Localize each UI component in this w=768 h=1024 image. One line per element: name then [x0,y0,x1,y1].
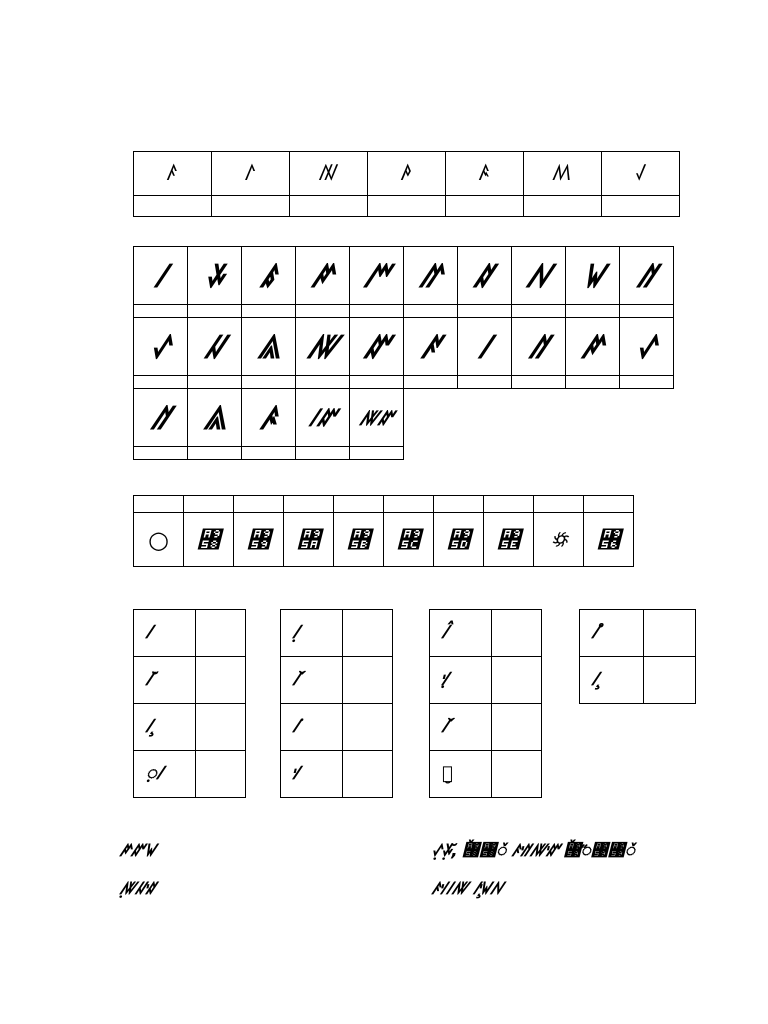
consonant-answer-cell[interactable] [512,305,566,318]
consonant-answer-cell[interactable] [566,376,620,389]
vowel-glyph-row [134,152,680,196]
consonant-cell: ꤽ [458,247,512,305]
diacritic-answer-cell[interactable] [196,751,246,798]
diacritic-cell: ꤷ̧ [580,657,644,704]
diacritic-table-3 [429,609,542,798]
vowel-table [133,151,680,217]
diacritic-table-4 [579,609,696,704]
consonant-cell: ꤷ [458,318,512,376]
consonant-cell: ꤾ [512,247,566,305]
consonant-answer-cell[interactable] [350,447,404,460]
vowel-answer-cell[interactable] [290,196,368,217]
digit-answer-cell[interactable] [284,496,334,513]
vowel-answer-cell[interactable] [446,196,524,217]
consonant-cell: ꥃ [242,318,296,376]
diacritic-answer-cell[interactable] [644,657,696,704]
diacritic-answer-cell[interactable] [644,610,696,657]
empty-cell [566,447,620,460]
digit-cell: ꥟ [534,513,584,567]
consonant-cell: ꥄ [296,318,350,376]
diacritic-cell: ꤷ̆ [134,657,196,704]
consonant-cell: ꥀ [134,389,188,447]
digit-answer-cell[interactable] [434,496,484,513]
consonant-cell: ꥄꥅ [350,389,404,447]
consonant-answer-cell[interactable] [242,447,296,460]
consonant-table [133,246,674,460]
digit-cell: ꥝ [434,513,484,567]
diacritic-answer-cell[interactable] [492,704,542,751]
empty-cell [404,389,458,447]
consonant-cell: ꤻ [350,247,404,305]
diacritic-answer-cell[interactable] [343,657,393,704]
diacritic-cell: ꤷ [134,610,196,657]
consonant-cell: ꤹ [242,247,296,305]
consonant-cell: ꤺ [296,247,350,305]
digit-table [133,495,634,567]
diacritic-cell: ꤷꥋ [430,657,492,704]
consonant-answer-cell[interactable] [188,376,242,389]
vowel-cell: ꤱ [212,152,290,196]
consonant-cell: ꤿ [566,247,620,305]
diacritic-answer-cell[interactable] [343,704,393,751]
diacritic-answer-cell[interactable] [196,610,246,657]
consonant-answer-cell[interactable] [296,376,350,389]
consonant-cell: ꤸ [188,247,242,305]
diacritic-answer-cell[interactable] [492,610,542,657]
diacritic-cell: ꤷ̧ [134,704,196,751]
consonant-cell: ꥀ [620,247,674,305]
diacritic-answer-cell[interactable] [343,751,393,798]
consonant-answer-cell[interactable] [350,376,404,389]
diacritic-answer-cell[interactable] [196,704,246,751]
vowel-cell: ꤳ [368,152,446,196]
diacritic-cell: ꤷꥈ [281,610,343,657]
consonant-glyph-row [134,389,674,447]
consonant-answer-cell[interactable] [242,376,296,389]
consonant-answer-cell[interactable] [134,305,188,318]
diacritic-table-1 [133,609,246,798]
consonant-cell: ꤷꥅ [296,389,350,447]
consonant-cell: ꤴ [242,389,296,447]
consonant-answer-cell[interactable] [620,305,674,318]
consonant-cell: ꤼ [404,247,458,305]
consonant-answer-row [134,376,674,389]
consonant-cell: ꥆ [404,318,458,376]
diacritic-cell: ꤷ̌ [281,657,343,704]
vowel-answer-cell[interactable] [602,196,680,217]
consonant-glyph-row [134,247,674,305]
diacritic-cell: ꤷ̇ [281,704,343,751]
digit-answer-row [134,496,634,513]
consonant-answer-cell[interactable] [458,305,512,318]
vowel-cell: ꤴ [446,152,524,196]
digit-cell: ꥞ [484,513,534,567]
vowel-cell: ꤰ [134,152,212,196]
diacritic-cell: ꤷꥉ [281,751,343,798]
digit-answer-cell[interactable] [384,496,434,513]
footer-left-line-2: ꥄꥈꥂꤽꥉ [120,879,157,899]
digit-answer-cell[interactable] [334,496,384,513]
empty-cell [458,389,512,447]
digit-cell: ꥚ [284,513,334,567]
footer-right-line-2: ꤰꤷꥉꤷꥄ ꤷ̧ꤿꥉꤾ [432,879,503,899]
consonant-answer-cell[interactable] [404,376,458,389]
footer-right-line-1: ꥁꥈꤸ̆ꥈ, ꥑ꥘꥘ꥑ ꤰꥀꥉꥄꥅꥉ ꥑ꥙ꥐ꥙꥙ꥑ [432,841,635,861]
consonant-answer-row [134,305,674,318]
consonant-answer-cell[interactable] [296,447,350,460]
consonant-answer-cell[interactable] [512,376,566,389]
consonant-answer-cell[interactable] [134,376,188,389]
diacritic-cell: ꤷ̮ [430,751,492,798]
digit-cell: ○ [134,513,184,567]
consonant-cell: ꥃ [188,389,242,447]
vowel-answer-row [134,196,680,217]
consonant-answer-cell[interactable] [458,376,512,389]
consonant-answer-cell[interactable] [188,305,242,318]
diacritic-cell: ꤷꥊ [430,610,492,657]
diacritic-cell: ꤷ̌ [430,704,492,751]
consonant-cell: ꤷ [134,247,188,305]
vowel-cell: ꤵ [524,152,602,196]
footer-left-line-1: ꤺꥅꤿ [120,841,156,861]
empty-cell [512,389,566,447]
consonant-answer-row [134,447,674,460]
digit-cell: ꥜ [384,513,434,567]
digit-glyph-row [134,513,634,567]
digit-cell: ꥖ [584,513,634,567]
empty-cell [566,389,620,447]
empty-cell [620,447,674,460]
empty-cell [620,389,674,447]
diacritic-answer-cell[interactable] [492,657,542,704]
vowel-answer-cell[interactable] [134,196,212,217]
digit-cell: ꥘ [184,513,234,567]
digit-answer-cell[interactable] [234,496,284,513]
digit-answer-cell[interactable] [134,496,184,513]
consonant-cell: ꥁ [134,318,188,376]
consonant-answer-cell[interactable] [242,305,296,318]
vowel-cell: ꤲ [290,152,368,196]
digit-answer-cell[interactable] [534,496,584,513]
diacritic-answer-cell[interactable] [492,751,542,798]
consonant-cell: ꥅ [350,318,404,376]
empty-cell [512,447,566,460]
consonant-cell: ꥂ [188,318,242,376]
digit-cell: ꥛ [334,513,384,567]
digit-answer-cell[interactable] [484,496,534,513]
diacritic-answer-cell[interactable] [343,610,393,657]
consonant-cell: ꥁ [620,318,674,376]
consonant-answer-cell[interactable] [134,447,188,460]
empty-cell [458,447,512,460]
vowel-answer-cell[interactable] [368,196,446,217]
consonant-answer-cell[interactable] [350,305,404,318]
diacritic-answer-cell[interactable] [196,657,246,704]
consonant-answer-cell[interactable] [404,305,458,318]
vowel-answer-cell[interactable] [212,196,290,217]
empty-cell [404,447,458,460]
consonant-answer-cell[interactable] [296,305,350,318]
digit-cell: ꥙ [234,513,284,567]
consonant-answer-cell[interactable] [566,305,620,318]
digit-answer-cell[interactable] [584,496,634,513]
consonant-answer-cell[interactable] [188,447,242,460]
vowel-cell: ꤶ [602,152,680,196]
consonant-glyph-row [134,318,674,376]
digit-answer-cell[interactable] [184,496,234,513]
consonant-answer-cell[interactable] [620,376,674,389]
consonant-cell: ꥀ [512,318,566,376]
diacritic-table-2 [280,609,393,798]
consonant-cell: ꤺ [566,318,620,376]
diacritic-cell: ꤷ̊ [580,610,644,657]
vowel-answer-cell[interactable] [524,196,602,217]
diacritic-cell: ꥈꤷ [134,751,196,798]
